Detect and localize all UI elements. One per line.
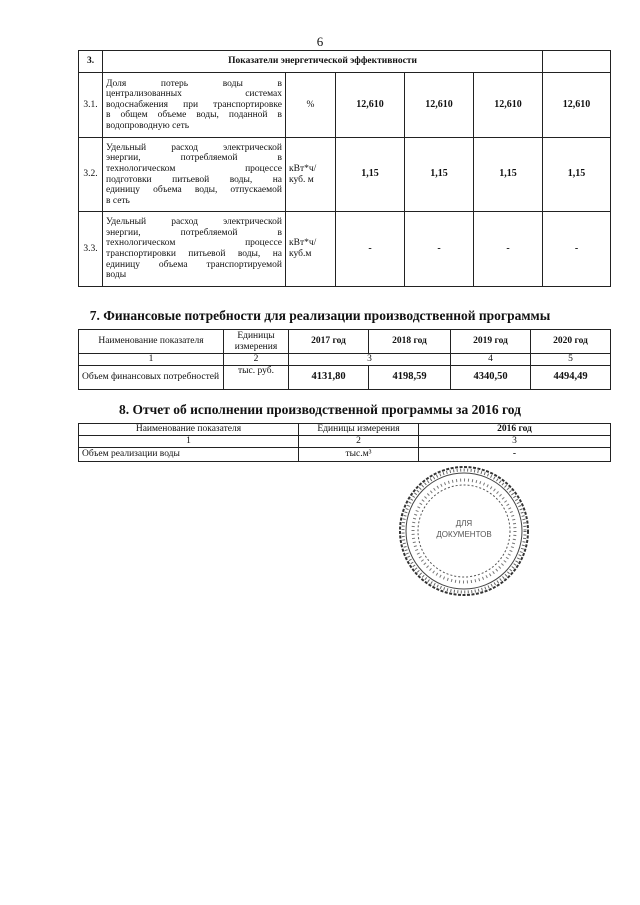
table-row (79, 448, 611, 462)
row-unit: тыс. руб. (224, 366, 289, 390)
row-number: 3.3. (79, 212, 103, 287)
header-row (79, 424, 611, 436)
value-cell: 12,610 (336, 73, 405, 138)
official-stamp (394, 462, 534, 600)
row-description: Удельный расход электрической энергии, потребляемой в технологическом процессе подготовки питьевой воды, на единицу объема воды, отпускаемой в сеть (103, 138, 286, 212)
value-cell: 12,610 (405, 73, 474, 138)
row-unit: кВт*ч/куб.м (286, 212, 336, 287)
value-cell: 4494,49 (531, 366, 611, 390)
value-cell: 1,15 (543, 138, 611, 212)
page-number: 6 (316, 34, 324, 49)
section-title: Показатели энергетической эффективности (103, 51, 543, 73)
value-cell: 4198,59 (369, 366, 451, 390)
value-cell: - (543, 212, 611, 287)
value-cell: 4340,50 (451, 366, 531, 390)
stamp-text: ДЛЯ (455, 519, 473, 528)
section-row (79, 51, 611, 73)
header-unit: Единицы измерения (299, 424, 419, 436)
table-row (79, 73, 611, 138)
row-name: Объем реализации воды (79, 448, 299, 462)
row-unit: кВт*ч/куб. м (286, 138, 336, 212)
header-row (79, 330, 611, 354)
index-row: 1 2 3 (79, 436, 611, 448)
energy-efficiency-table (78, 50, 611, 287)
value-cell: - (405, 212, 474, 287)
header-name: Наименование показателя (79, 330, 224, 354)
stamp-graphic (394, 462, 534, 600)
program-report-table (78, 423, 611, 462)
row-description: Удельный расход электрической энергии, потребляемой в технологическом процессе транспортировки питьевой воды, на единицу объема транспортируемой воды (103, 212, 286, 287)
row-unit: % (286, 73, 336, 138)
section-number: 3. (79, 51, 103, 73)
row-number: 3.2. (79, 138, 103, 212)
header-year: 2018 год (369, 330, 451, 354)
header-year: 2020 год (531, 330, 611, 354)
table-row (79, 212, 611, 287)
value-cell: 1,15 (336, 138, 405, 212)
row-description: Доля потерь воды в централизованных системах водоснабжения при транспортировке в общем объеме воды, поданной в водопроводную сеть (103, 73, 286, 138)
row-unit: тыс.м³ (299, 448, 419, 462)
value-cell: 1,15 (474, 138, 543, 212)
row-name: Объем финансовых потребностей (79, 366, 224, 390)
table-row (79, 366, 611, 390)
value-cell: - (336, 212, 405, 287)
section-7-heading: 7. Финансовые потребности для реализации производственной программы (89, 308, 551, 323)
row-number: 3.1. (79, 73, 103, 138)
header-year: 2017 год (289, 330, 369, 354)
section-8-heading: 8. Отчет об исполнении производственной программы за 2016 год (119, 402, 521, 417)
value-cell: 1,15 (405, 138, 474, 212)
value-cell: - (474, 212, 543, 287)
header-year: 2019 год (451, 330, 531, 354)
value-cell: 12,610 (543, 73, 611, 138)
value-cell: - (419, 448, 611, 462)
table-row (79, 138, 611, 212)
header-unit: Единицы измерения (224, 330, 289, 354)
value-cell: 4131,80 (289, 366, 369, 390)
stamp-text: ДОКУМЕНТОВ (436, 530, 492, 539)
header-year: 2016 год (419, 424, 611, 436)
value-cell: 12,610 (474, 73, 543, 138)
financial-needs-table (78, 329, 611, 390)
index-row: 1 2 3 4 5 (79, 354, 611, 366)
header-name: Наименование показателя (79, 424, 299, 436)
